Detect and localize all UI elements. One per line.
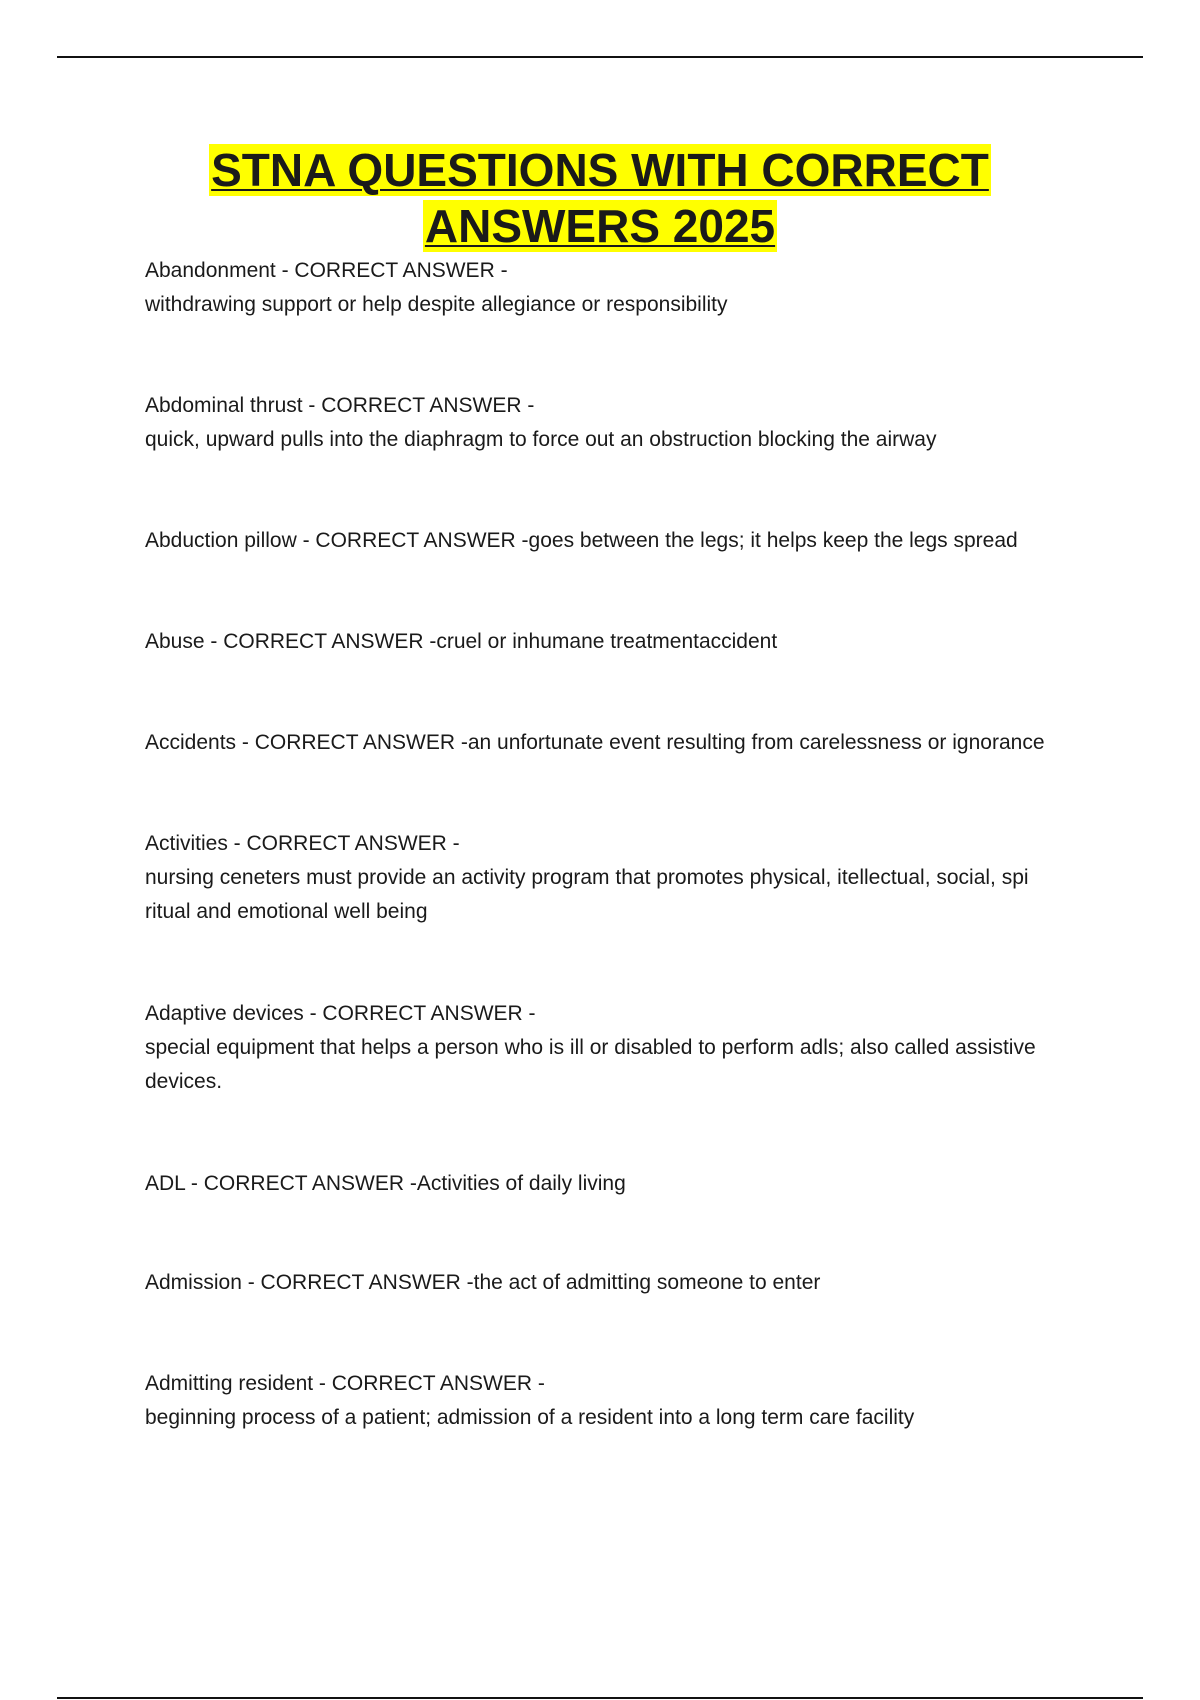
- list-item: [145, 625, 1090, 659]
- entry-definition-line-2: devices.: [145, 1070, 223, 1093]
- list-item: [145, 726, 1090, 760]
- list-item: [145, 254, 1090, 322]
- list-item: [145, 1266, 1090, 1300]
- entry-term: Accidents - CORRECT ANSWER -an unfortunate event resulting from carelessness or ignorance: [145, 731, 1045, 754]
- list-item: [145, 524, 1090, 558]
- entry-term: Admission - CORRECT ANSWER -the act of admitting someone to enter: [145, 1271, 821, 1294]
- list-item: [145, 827, 1090, 929]
- entry-term: Abuse - CORRECT ANSWER -cruel or inhumane treatmentaccident: [145, 630, 778, 653]
- entry-term: Adaptive devices - CORRECT ANSWER -: [145, 1002, 536, 1025]
- title-line-1: STNA QUESTIONS WITH CORRECT: [211, 144, 989, 196]
- entry-definition-line-2: ritual and emotional well being: [145, 900, 428, 923]
- list-item: [145, 389, 1090, 457]
- entry-definition-line-1: special equipment that helps a person who is ill or disabled to perform adls; also called assistive: [145, 1036, 1036, 1059]
- title-line-2: ANSWERS 2025: [424, 200, 776, 252]
- entry-definition: beginning process of a patient; admission of a resident into a long term care facility: [145, 1406, 915, 1429]
- list-item: [145, 997, 1090, 1099]
- entry-definition: withdrawing support or help despite allegiance or responsibility: [145, 293, 728, 316]
- entry-term: Abandonment - CORRECT ANSWER -: [145, 259, 508, 282]
- entry-term: Admitting resident - CORRECT ANSWER -: [145, 1372, 545, 1395]
- list-item: [145, 1367, 1090, 1435]
- entry-term: Abdominal thrust - CORRECT ANSWER -: [145, 394, 535, 417]
- list-item: [145, 1167, 1090, 1201]
- entry-definition-line-1: nursing ceneters must provide an activity program that promotes physical, itellectual, social, spi: [145, 866, 1029, 889]
- entry-term: Activities - CORRECT ANSWER -: [145, 832, 460, 855]
- bottom-rule: [57, 1697, 1143, 1699]
- entry-definition: quick, upward pulls into the diaphragm to force out an obstruction blocking the airway: [145, 428, 937, 451]
- entry-term: Abduction pillow - CORRECT ANSWER -goes between the legs; it helps keep the legs spread: [145, 529, 1018, 552]
- entry-term: ADL - CORRECT ANSWER -Activities of daily living: [145, 1172, 626, 1195]
